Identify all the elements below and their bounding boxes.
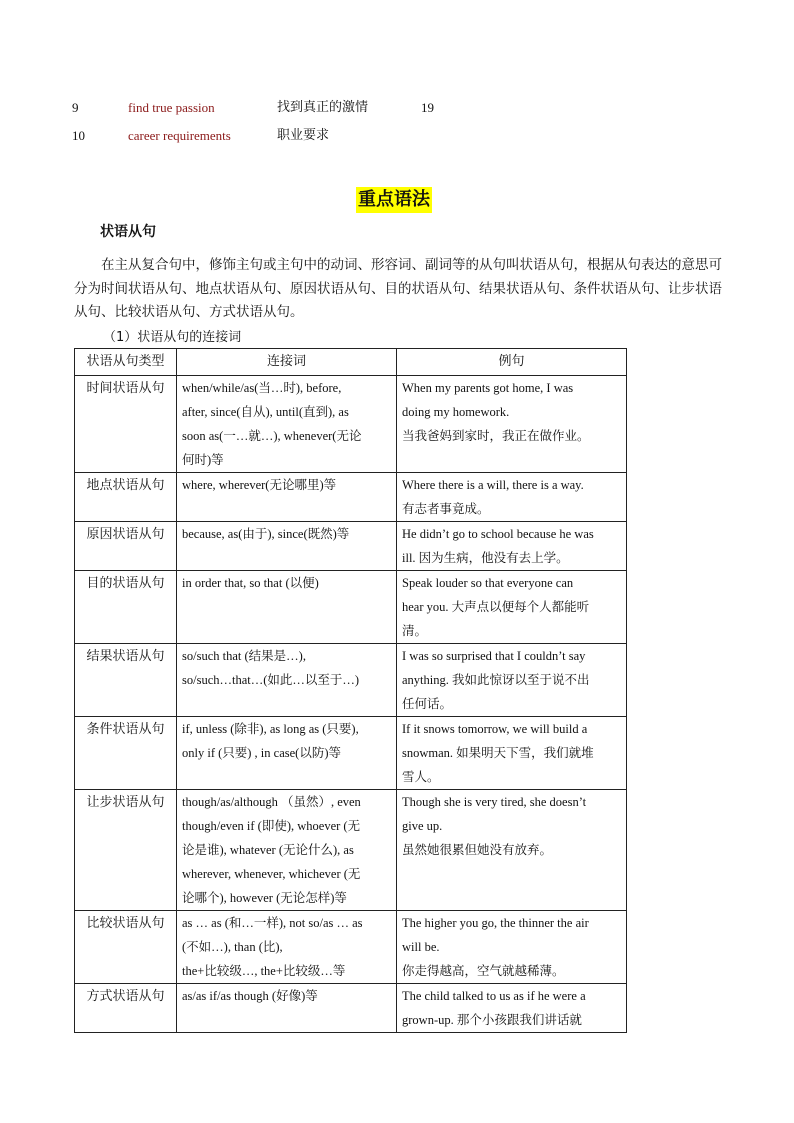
clause-type-cell: 比较状语从句: [75, 911, 177, 984]
vocab-extra-number: 19: [421, 100, 434, 115]
vocab-english: find true passion: [128, 100, 215, 115]
table-row: [75, 911, 627, 984]
header-type: 状语从句类型: [75, 349, 177, 376]
table-row: [75, 984, 627, 1033]
conjunction-line: if, unless (除非), as long as (只要),: [182, 722, 359, 736]
header-example: 例句: [397, 349, 627, 376]
sub-title: 状语从句: [100, 224, 156, 240]
table-row: [75, 376, 627, 473]
conjunction-cell: [177, 790, 397, 911]
vocab-number: 10: [72, 128, 85, 143]
example-cell: [397, 717, 627, 790]
table-row: [75, 522, 627, 571]
example-line: ill. 因为生病，他没有去上学。: [402, 551, 569, 565]
example-line: If it snows tomorrow, we will build a: [402, 722, 588, 736]
conjunction-cell: [177, 717, 397, 790]
clause-type-cell: 地点状语从句: [75, 473, 177, 522]
vocab-chinese: 找到真正的激情: [277, 100, 369, 115]
conjunction-line: (不如…), than (比),: [182, 940, 283, 954]
example-line: 虽然她很累但她没有放弃。: [402, 843, 553, 857]
example-line: 雪人。: [402, 770, 440, 784]
conjunction-line: wherever, whenever, whichever (无: [182, 867, 361, 881]
example-line: Where there is a will, there is a way.: [402, 478, 584, 492]
clause-type-cell: 目的状语从句: [75, 571, 177, 644]
grammar-table: [74, 348, 627, 1033]
conjunction-line: though/even if (即使), whoever (无: [182, 819, 361, 833]
table-body: [75, 376, 627, 1033]
table-row: [75, 644, 627, 717]
table-row: [75, 717, 627, 790]
example-line: 清。: [402, 624, 428, 638]
conjunction-line: so/such…that…(如此…以至于…): [182, 673, 360, 687]
example-line: hear you. 大声点以便每个人都能听: [402, 600, 590, 614]
intro-paragraph: 在主从复合句中，修饰主句或主句中的动词、形容词、副词等的从句叫状语从句，根据从句表达的意思可分为时间状语从句、地点状语从句、原因状语从句、目的状语从句、结果状语从句、条件状语从句、让步状语从句、比较状语从句、方式状语从句。: [74, 257, 722, 320]
example-line: Though she is very tired, she doesn’t: [402, 795, 587, 809]
example-line: I was so surprised that I couldn’t say: [402, 649, 586, 663]
vocab-number: 9: [72, 100, 79, 115]
example-line: 你走得越高，空气就越稀薄。: [402, 964, 565, 978]
conjunction-line: the+比较级…, the+比较级…等: [182, 964, 346, 978]
conjunction-cell: [177, 984, 397, 1033]
conjunction-cell: [177, 376, 397, 473]
example-line: The higher you go, the thinner the air: [402, 916, 589, 930]
conjunction-cell: [177, 644, 397, 717]
clause-type-cell: 让步状语从句: [75, 790, 177, 911]
clause-type-cell: 方式状语从句: [75, 984, 177, 1033]
conjunction-line: as/as if/as though (好像)等: [182, 989, 318, 1003]
example-line: When my parents got home, I was: [402, 381, 574, 395]
example-line: 当我爸妈到家时，我正在做作业。: [402, 429, 590, 443]
example-cell: [397, 911, 627, 984]
example-cell: [397, 790, 627, 911]
example-cell: [397, 571, 627, 644]
conjunction-line: 论是谁), whatever (无论什么), as: [182, 843, 354, 857]
example-line: grown-up. 那个小孩跟我们讲话就: [402, 1013, 582, 1027]
conjunction-line: though/as/although （虽然）, even: [182, 795, 361, 809]
table-header-row: [75, 349, 627, 376]
example-cell: [397, 473, 627, 522]
example-cell: [397, 644, 627, 717]
conjunction-line: 何时)等: [182, 453, 224, 467]
example-line: anything. 我如此惊讶以至于说不出: [402, 673, 590, 687]
example-line: The child talked to us as if he were a: [402, 989, 586, 1003]
conjunction-line: after, since(自从), until(直到), as: [182, 405, 349, 419]
section-title: 重点语法: [356, 187, 432, 213]
example-line: He didn’t go to school because he was: [402, 527, 594, 541]
example-line: will be.: [402, 940, 440, 954]
conjunction-line: only if (只要) , in case(以防)等: [182, 746, 341, 760]
conjunction-line: as … as (和…一样), not so/as … as: [182, 916, 363, 930]
conjunction-cell: [177, 473, 397, 522]
example-line: 任何话。: [402, 697, 453, 711]
conjunction-line: so/such that (结果是…),: [182, 649, 306, 663]
table-row: [75, 790, 627, 911]
example-line: Speak louder so that everyone can: [402, 576, 574, 590]
table-caption: （1）状语从句的连接词: [103, 330, 242, 345]
example-cell: [397, 376, 627, 473]
example-cell: [397, 984, 627, 1033]
conjunction-cell: [177, 522, 397, 571]
example-cell: [397, 522, 627, 571]
conjunction-cell: [177, 571, 397, 644]
example-line: snowman. 如果明天下雪，我们就堆: [402, 746, 594, 760]
example-line: give up.: [402, 819, 443, 833]
vocab-english: career requirements: [128, 128, 231, 143]
table-row: [75, 571, 627, 644]
conjunction-line: where, wherever(无论哪里)等: [182, 478, 337, 492]
table-row: [75, 473, 627, 522]
clause-type-cell: 结果状语从句: [75, 644, 177, 717]
clause-type-cell: 原因状语从句: [75, 522, 177, 571]
conjunction-line: because, as(由于), since(既然)等: [182, 527, 350, 541]
example-line: doing my homework.: [402, 405, 510, 419]
conjunction-line: soon as(一…就…), whenever(无论: [182, 429, 362, 443]
header-conjunction: 连接词: [177, 349, 397, 376]
conjunction-line: in order that, so that (以便): [182, 576, 319, 590]
vocab-chinese: 职业要求: [277, 128, 330, 143]
conjunction-line: when/while/as(当…时), before,: [182, 381, 342, 395]
clause-type-cell: 时间状语从句: [75, 376, 177, 473]
clause-type-cell: 条件状语从句: [75, 717, 177, 790]
conjunction-line: 论哪个), however (无论怎样)等: [182, 891, 347, 905]
example-line: 有志者事竟成。: [402, 502, 490, 516]
conjunction-cell: [177, 911, 397, 984]
